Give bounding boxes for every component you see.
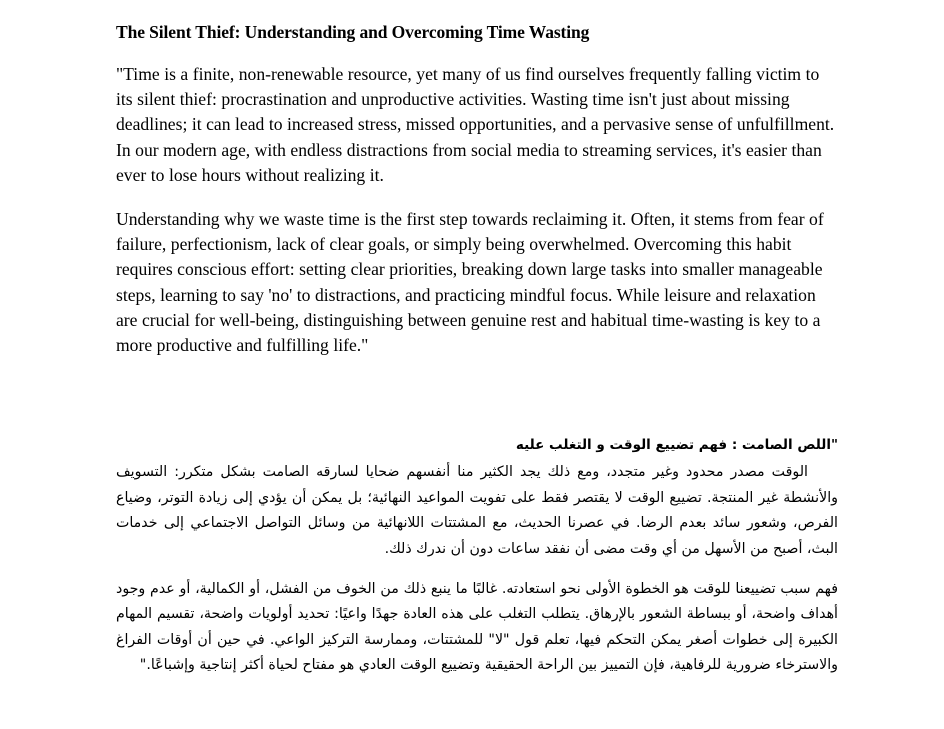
english-text-block bbox=[116, 62, 838, 358]
english-paragraph-1: "Time is a finite, non-renewable resource, yet many of us find ourselves frequently falling victim to its silent thief: procrastination and unproductive activities. Wasting time isn't just about missing deadlines; it can lead to increased stress, missed opportunities, and a pervasive sense of unfulfillment. In our modern age, with endless distractions from social media to streaming services, it's easier than ever to lose hours without realizing it. bbox=[116, 64, 835, 185]
arabic-heading: "اللص الصامت : فهم تضييع الوقت و التغلب عليه bbox=[515, 437, 838, 454]
english-paragraph-2: Understanding why we waste time is the first step towards reclaiming it. Often, it stems from fear of failure, perfectionism, lack of clear goals, or simply being overwhelmed. Overcoming this habit requires conscious effort: setting clear priorities, breaking down large tasks into smaller manageable steps, learning to say 'no' to distractions, and practicing mindful focus. While leisure and relaxation are crucial for well-being, distinguishing between genuine rest and habitual time-wasting is key to a more productive and fulfilling life." bbox=[116, 209, 824, 356]
page-title: The Silent Thief: Understanding and Overcoming Time Wasting bbox=[116, 22, 590, 42]
arabic-paragraph-2: فهم سبب تضييعنا للوقت هو الخطوة الأولى نحو استعادته. غالبًا ما ينبع ذلك من الخوف من الفشل، أو الكمالية، أو عدم وجود أهداف واضحة، أو ببساطة الشعور بالإرهاق. يتطلب التغلب على هذه العادة جهدًا واعيًا: تحديد أولويات واضحة، تقسيم المهام الكبيرة إلى خطوات أصغر يمكن التحكم فيها، تعلم قول "لا" للمشتتات، وممارسة التركيز الواعي. في حين أن أوقات الفراغ والاسترخاء ضرورية للرفاهية، فإن التمييز بين الراحة الحقيقية وتضييع الوقت العادي هو مفتاح لحياة أكثر إنتاجية وإشباعًا." bbox=[116, 580, 838, 674]
language-section-divider bbox=[116, 377, 835, 435]
arabic-paragraph-1: الوقت مصدر محدود وغير متجدد، ومع ذلك يجد الكثير منا أنفسهم ضحايا لسارقه الصامت بشكل متكرر: التسويف والأنشطة غير المنتجة. تضييع الوقت لا يقتصر فقط على تفويت المواعيد النهائية؛ بل يمكن أن يؤدي إلى زيادة التوتر، وضياع الفرص، وشعور سائد بعدم الرضا. في عصرنا الحديث، مع المشتتات اللانهائية من وسائل التواصل الاجتماعي إلى خدمات البث، أصبح من الأسهل من أي وقت مضى أن نفقد ساعات دون أن ندرك ذلك. bbox=[116, 464, 838, 558]
arabic-text-block bbox=[116, 435, 838, 679]
